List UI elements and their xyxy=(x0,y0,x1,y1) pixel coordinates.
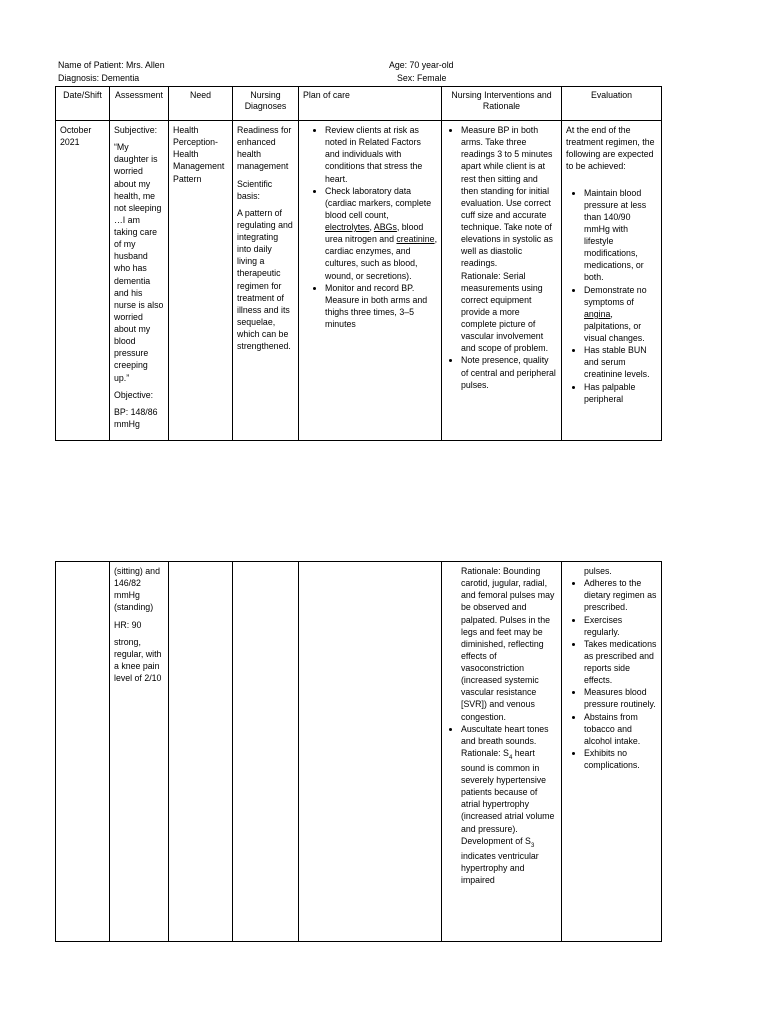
interventions-cell xyxy=(442,121,562,441)
scientific-basis-label: Scientific basis: xyxy=(237,178,273,201)
objective-label: Objective: xyxy=(114,389,154,400)
pulse-description: strong, regular, with a knee pain level of 2/10 xyxy=(114,636,162,683)
plan-item: • Monitor and record BP. Measure in both arms and thighs three times, 3–5 minutes xyxy=(325,282,437,331)
need-cell xyxy=(169,121,233,441)
need-text: Health Perception-Health Management Pattern xyxy=(173,125,225,184)
evaluation-item: • Maintain blood pressure at less than 140/90 mmHg with lifestyle modifications, medications, or both. xyxy=(584,187,657,284)
assessment-cell xyxy=(110,121,169,441)
bp-reading: BP: 148/86 mmHg xyxy=(114,406,158,429)
link-electrolytes: electrolytes xyxy=(325,222,370,232)
evaluation-item: • Takes medications as prescribed and reports side effects. xyxy=(584,638,657,687)
table-header-row xyxy=(56,87,662,121)
development-text: Development of $S_3$ indicates ventricular hypertrophy and impaired xyxy=(461,835,539,885)
need-cell xyxy=(169,562,233,942)
intervention-item: • Auscultate heart tones and breath sounds. Rationale: $S_4$ heart sound is common in severely hypertensive patients because of atrial hypertrophy (increased atrial volume and pressure). Development of $S_3$ indicates ventricular hypertrophy and impaired xyxy=(461,723,557,886)
evaluation-continued: pulses. xyxy=(584,566,612,576)
evaluation-item: • Exhibits no complications. xyxy=(584,747,657,771)
col-header-need: Need xyxy=(169,87,233,121)
plan-cell xyxy=(299,121,442,441)
evaluation-item: • Has palpable peripheral xyxy=(584,381,657,405)
care-plan-table-page1 xyxy=(55,86,662,441)
date-cell xyxy=(56,562,110,942)
interventions-list xyxy=(446,124,557,391)
col-header-assessment: Assessment xyxy=(110,87,169,121)
col-header-interventions: Nursing Interventions and Rationale xyxy=(442,87,562,121)
table-row xyxy=(56,562,662,942)
interventions-cell xyxy=(442,562,562,942)
evaluation-intro: At the end of the treatment regimen, the following are expected to be achieved: xyxy=(566,125,655,172)
diagnosis-cell xyxy=(233,121,299,441)
evaluation-item: • Exercises regularly. xyxy=(584,614,657,638)
evaluation-item: • Measures blood pressure routinely. xyxy=(584,686,657,710)
col-header-evaluation: Evaluation xyxy=(562,87,662,121)
plan-item: • Review clients at risk as noted in Related Factors and individuals with conditions that stress the heart. xyxy=(325,124,437,185)
evaluation-item: • Adheres to the dietary regimen as prescribed. xyxy=(584,577,657,613)
evaluation-item: • Demonstrate no symptoms of angina, palpitations, or visual changes. xyxy=(584,284,657,345)
patient-sex: Sex: Female xyxy=(397,73,447,83)
evaluation-item: • Abstains from tobacco and alcohol intake. xyxy=(584,711,657,747)
evaluation-list xyxy=(566,187,657,405)
intervention-item: • Note presence, quality of central and peripheral pulses. xyxy=(461,354,557,390)
link-creatinine: creatinine xyxy=(396,234,435,245)
date-shift: October 2021 xyxy=(60,125,92,148)
col-header-date: Date/Shift xyxy=(56,87,110,121)
plan-cell xyxy=(299,562,442,942)
intervention-item: • Measure BP in both arms. Take three readings 3 to 5 minutes apart while client is at rest then sitting and then standing for initial evaluation. Use correct cuff size and accurate technique. Take note of elevations in systolic as well as diastolic readings. Rationale: Serial measurements using correct equipment provide a more complete picture of vascular involvement and scope of problem. xyxy=(461,124,557,354)
rationale-text: Rationale: Bounding carotid, jugular, radial, and femoral pulses may be observed and palpated. Pulses in the legs and feet may be diminished, reflecting effects of vasoconstriction (increased systemic vascular resistance [SVR]) and venous congestion. xyxy=(461,566,555,722)
evaluation-cell xyxy=(562,562,662,942)
patient-age: Age: 70 year-old xyxy=(389,60,454,70)
rationale-text: Rationale: Serial measurements using correct equipment provide a more complete picture of vascular involvement and scope of problem. xyxy=(461,270,549,354)
evaluation-list xyxy=(566,577,657,771)
col-header-diagnoses: Nursing Diagnoses xyxy=(233,87,299,121)
plan-item: • Check laboratory data (cardiac markers, complete blood cell count, electrolytes, ABGs, blood urea nitrogen and creatinine, cardiac enzymes, and cultures, such as blood, wound, or secretions). xyxy=(325,185,437,282)
diagnosis-cell xyxy=(233,562,299,942)
link-angina: angina xyxy=(584,308,611,319)
subjective-label: Subjective: xyxy=(114,125,158,135)
diagnosis-statement: Readiness for enhanced health management xyxy=(237,125,292,172)
col-header-plan: Plan of care xyxy=(299,87,442,121)
assessment-cell xyxy=(110,562,169,942)
bp-standing: (sitting) and 146/82 mmHg (standing) xyxy=(114,566,160,613)
evaluation-item: • Has stable BUN and serum creatinine levels. xyxy=(584,344,657,380)
evaluation-cell xyxy=(562,121,662,441)
rationale-text: Rationale: $S_4$ heart sound is common in severely hypertensive patients because of atrial hypertrophy (increased atrial volume and pressure). xyxy=(461,747,555,834)
plan-list xyxy=(303,124,437,330)
date-cell xyxy=(56,121,110,441)
interventions-list xyxy=(446,723,557,886)
heart-rate: HR: 90 xyxy=(114,619,142,630)
subjective-quote: “My daughter is worried about my health, me not sleeping …I am taking care of my husband who has dementia and his nurse is also worried about my blood pressure creeping up.” xyxy=(114,142,164,383)
table-row xyxy=(56,121,662,441)
patient-name: Name of Patient: Mrs. Allen xyxy=(58,60,165,70)
scientific-basis-text: A pattern of regulating and integrating into daily living a therapeutic regimen for treatment of illness and its sequelae, which can be strengthened. xyxy=(237,207,293,352)
link-abgs: ABGs xyxy=(373,222,397,232)
care-plan-table-page2 xyxy=(55,561,662,942)
patient-diagnosis: Diagnosis: Dementia xyxy=(58,73,140,83)
